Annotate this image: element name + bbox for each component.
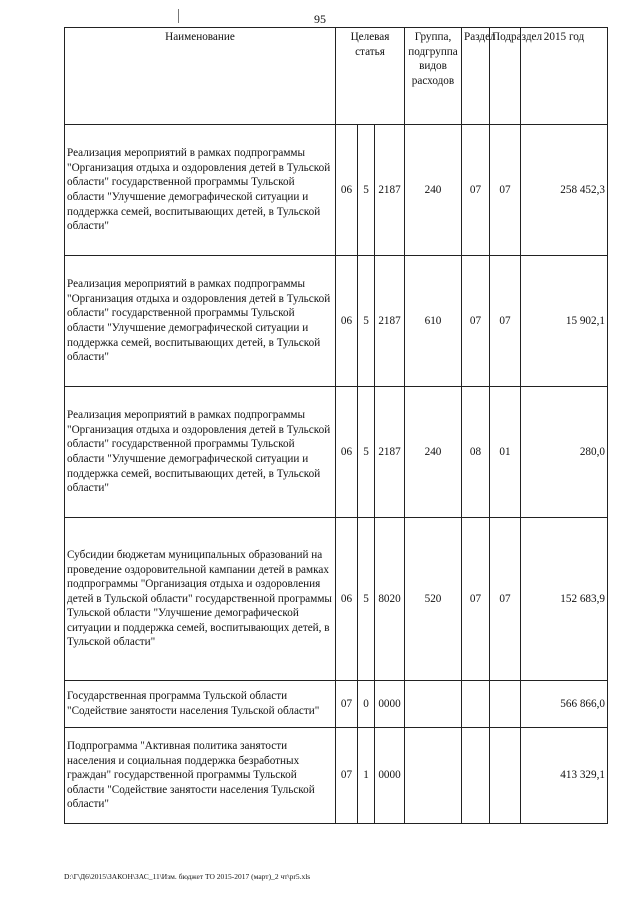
row-section: [462, 681, 490, 728]
row-section: [462, 728, 490, 824]
row-amount: 413 329,1: [521, 728, 608, 824]
row-amount: 566 866,0: [521, 681, 608, 728]
row-group: 240: [405, 125, 462, 256]
row-amount: 15 902,1: [521, 256, 608, 387]
header-name: Наименование: [65, 28, 336, 125]
row-group: 240: [405, 387, 462, 518]
row-subsection: 07: [490, 518, 521, 681]
row-group: [405, 728, 462, 824]
row-amount: 152 683,9: [521, 518, 608, 681]
row-target-2: 0: [358, 681, 375, 728]
header-row: [65, 28, 608, 125]
table-row: [65, 125, 608, 256]
table-row: [65, 387, 608, 518]
header-section: Раздел: [462, 28, 490, 125]
header-subsection: Подраздел: [490, 28, 521, 125]
row-target-3: 2187: [375, 387, 405, 518]
row-subsection: [490, 728, 521, 824]
row-target-3: 0000: [375, 681, 405, 728]
row-group: [405, 681, 462, 728]
row-target-2: 5: [358, 256, 375, 387]
row-subsection: 07: [490, 256, 521, 387]
row-target-1: 06: [336, 518, 358, 681]
row-name: Подпрограмма "Активная политика занятости населения и социальная поддержка безработных граждан" государственной программы Тульской области "Содействие занятости населения Тульской области": [65, 728, 336, 824]
row-target-3: 8020: [375, 518, 405, 681]
row-target-1: 06: [336, 125, 358, 256]
row-target-2: 5: [358, 518, 375, 681]
row-section: 07: [462, 518, 490, 681]
table-row: [65, 256, 608, 387]
row-target-1: 07: [336, 728, 358, 824]
row-target-3: 0000: [375, 728, 405, 824]
row-section: 08: [462, 387, 490, 518]
row-group: 520: [405, 518, 462, 681]
row-target-3: 2187: [375, 256, 405, 387]
file-path-footer: D:\Г\Д6\2015\ЗАКОН\ЗАС_11\Изм. бюджет ТО 2015-2017 (март)_2 чт\pr5.xls: [64, 872, 311, 881]
row-amount: 280,0: [521, 387, 608, 518]
table-row: [65, 681, 608, 728]
row-target-2: 5: [358, 125, 375, 256]
row-subsection: 07: [490, 125, 521, 256]
row-name: Реализация мероприятий в рамках подпрограммы "Организация отдыха и оздоровления детей в Тульской области" государственной программы Тульской области "Улучшение демографической ситуации и поддержка семей, воспитывающих детей, в Тульской области": [65, 256, 336, 387]
table-row: [65, 728, 608, 824]
header-target: Целевая статья: [336, 28, 405, 125]
header-group: Группа, подгруппа видов расходов: [405, 28, 462, 125]
page-number: 95: [314, 12, 326, 26]
row-subsection: [490, 681, 521, 728]
row-name: Субсидии бюджетам муниципальных образований на проведение оздоровительной кампании детей в рамках подпрограммы "Организация отдыха и оздоровления детей в Тульской области" государственной программы Тульской области "Улучшение демографической ситуации и поддержка семей, воспитывающих детей, в Тульской области": [65, 518, 336, 681]
row-name: Реализация мероприятий в рамках подпрограммы "Организация отдыха и оздоровления детей в Тульской области" государственной программы Тульской области "Улучшение демографической ситуации и поддержка семей, воспитывающих детей, в Тульской области": [65, 387, 336, 518]
row-target-2: 1: [358, 728, 375, 824]
table-row: [65, 518, 608, 681]
row-target-2: 5: [358, 387, 375, 518]
row-name: Государственная программа Тульской области "Содействие занятости населения Тульской области": [65, 681, 336, 728]
budget-table: [64, 27, 608, 824]
row-amount: 258 452,3: [521, 125, 608, 256]
row-section: 07: [462, 125, 490, 256]
row-group: 610: [405, 256, 462, 387]
row-subsection: 01: [490, 387, 521, 518]
row-name: Реализация мероприятий в рамках подпрограммы "Организация отдыха и оздоровления детей в Тульской области" государственной программы Тульской области "Улучшение демографической ситуации и поддержка семей, воспитывающих детей, в Тульской области": [65, 125, 336, 256]
header-year: 2015 год: [521, 28, 608, 125]
row-target-1: 07: [336, 681, 358, 728]
row-target-1: 06: [336, 387, 358, 518]
row-target-1: 06: [336, 256, 358, 387]
row-target-3: 2187: [375, 125, 405, 256]
row-section: 07: [462, 256, 490, 387]
